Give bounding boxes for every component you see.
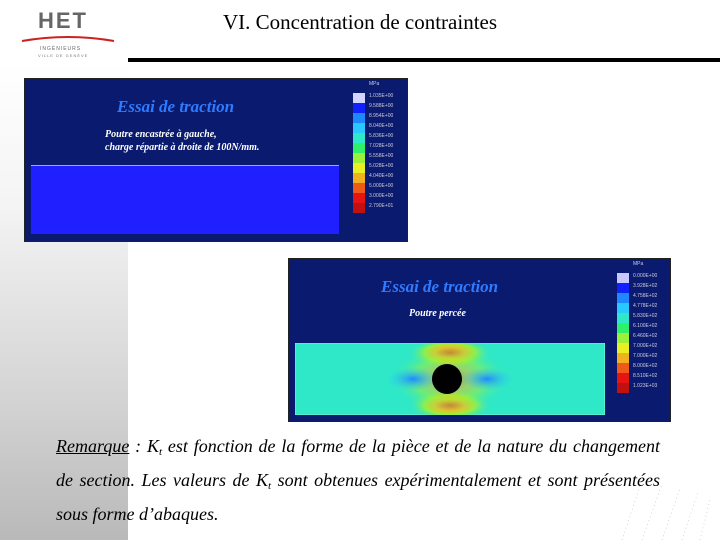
sim2-unit: MPa bbox=[633, 261, 644, 267]
remark-symbol-2: K bbox=[255, 470, 268, 490]
colorbar-label: 5.836E+00 bbox=[369, 133, 394, 139]
colorbar-segment bbox=[353, 183, 365, 193]
colorbar-label: 7.000E+02 bbox=[633, 343, 658, 349]
logo-subtitle-2: VILLE DE GENÈVE bbox=[38, 53, 89, 58]
remark-label: Remarque bbox=[56, 436, 130, 456]
remark-text-2: est fonction de la forme de la pièce et de la nature du changement de section. Les valeurs de bbox=[56, 436, 660, 490]
sim1-unit: MPa bbox=[369, 81, 380, 87]
colorbar-segment bbox=[353, 103, 365, 113]
remark-subscript-2: t bbox=[268, 480, 272, 492]
colorbar-label: 4.040E+00 bbox=[369, 173, 394, 179]
colorbar-segment bbox=[617, 333, 629, 343]
colorbar-label: 7.000E+02 bbox=[633, 353, 658, 359]
logo-mark: HET bbox=[38, 8, 88, 33]
remark-subscript-1: t bbox=[159, 446, 163, 458]
colorbar-label: 5.000E+00 bbox=[369, 183, 394, 189]
colorbar-label: 7.028E+00 bbox=[369, 143, 394, 149]
colorbar-segment bbox=[353, 93, 365, 103]
sim1-colorbar-labels bbox=[369, 91, 393, 211]
colorbar-segment bbox=[353, 163, 365, 173]
logo-swoosh-icon bbox=[20, 34, 116, 44]
colorbar-label: 3.000E+00 bbox=[369, 193, 394, 199]
logo-subtitle-1: INGÉNIEURS bbox=[40, 46, 82, 52]
colorbar-segment bbox=[353, 113, 365, 123]
sim1-subtitle-1: Poutre encastrée à gauche, bbox=[105, 129, 217, 140]
colorbar-segment bbox=[353, 193, 365, 203]
colorbar-label: 3.928E+02 bbox=[633, 283, 658, 289]
colorbar-segment bbox=[353, 153, 365, 163]
sim2-title: Essai de traction bbox=[381, 277, 499, 296]
colorbar-label: 8.040E+00 bbox=[369, 123, 394, 129]
colorbar-label: 8.000E+02 bbox=[633, 363, 658, 369]
colorbar-segment bbox=[353, 133, 365, 143]
colorbar-segment bbox=[617, 293, 629, 303]
colorbar-segment bbox=[353, 173, 365, 183]
colorbar-label: 4.778E+02 bbox=[633, 303, 658, 309]
sim2-stress-field bbox=[295, 343, 605, 415]
colorbar-label: 5.830E+02 bbox=[633, 313, 658, 319]
colorbar-label: 6.460E+02 bbox=[633, 333, 658, 339]
colorbar-label: 6.100E+02 bbox=[633, 323, 658, 329]
sim1-subtitle-2: charge répartie à droite de 100N/mm. bbox=[105, 142, 260, 153]
simulation-image-fixed-beam bbox=[24, 78, 408, 242]
colorbar-segment bbox=[617, 343, 629, 353]
colorbar-segment bbox=[353, 143, 365, 153]
colorbar-label: 9.588E+00 bbox=[369, 103, 394, 109]
colorbar-label: 1.035E+00 bbox=[369, 93, 394, 99]
remark-paragraph bbox=[56, 432, 660, 528]
colorbar-segment bbox=[617, 283, 629, 293]
colorbar-label: 0.000E+00 bbox=[633, 273, 658, 279]
colorbar-label: 4.758E+02 bbox=[633, 293, 658, 299]
colorbar-segment bbox=[353, 123, 365, 133]
sim2-colorbar bbox=[617, 273, 629, 393]
title-rule bbox=[128, 58, 720, 62]
colorbar-segment bbox=[617, 353, 629, 363]
colorbar-segment bbox=[617, 373, 629, 383]
sim1-colorbar bbox=[353, 93, 365, 213]
colorbar-segment bbox=[617, 383, 629, 393]
remark-text-3: sont obtenues expérimentalement et sont présentées sous forme d’abaques. bbox=[56, 470, 660, 524]
colorbar-segment bbox=[353, 203, 365, 213]
sim1-title: Essai de traction bbox=[117, 97, 235, 116]
colorbar-segment bbox=[617, 363, 629, 373]
colorbar-label: 8.510E+02 bbox=[633, 373, 658, 379]
colorbar-segment bbox=[617, 303, 629, 313]
sim2-subtitle: Poutre percée bbox=[409, 308, 466, 319]
slide-title: VI. Concentration de contraintes bbox=[222, 10, 498, 34]
simulation-image-perforated-beam bbox=[288, 258, 671, 422]
sim2-colorbar-labels bbox=[633, 271, 657, 391]
colorbar-segment bbox=[617, 323, 629, 333]
colorbar-label: 5.028E+00 bbox=[369, 163, 394, 169]
colorbar-label: 1.023E+03 bbox=[633, 383, 658, 389]
remark-symbol-1: K bbox=[146, 436, 159, 456]
colorbar-label: 8.954E+00 bbox=[369, 113, 394, 119]
sim1-beam bbox=[31, 165, 339, 234]
remark-text-1: : bbox=[129, 436, 147, 456]
corner-decoration bbox=[602, 480, 712, 540]
colorbar-segment bbox=[617, 273, 629, 283]
colorbar-segment bbox=[617, 313, 629, 323]
colorbar-label: 2.790E+01 bbox=[369, 203, 394, 209]
colorbar-label: 5.558E+00 bbox=[369, 153, 394, 159]
